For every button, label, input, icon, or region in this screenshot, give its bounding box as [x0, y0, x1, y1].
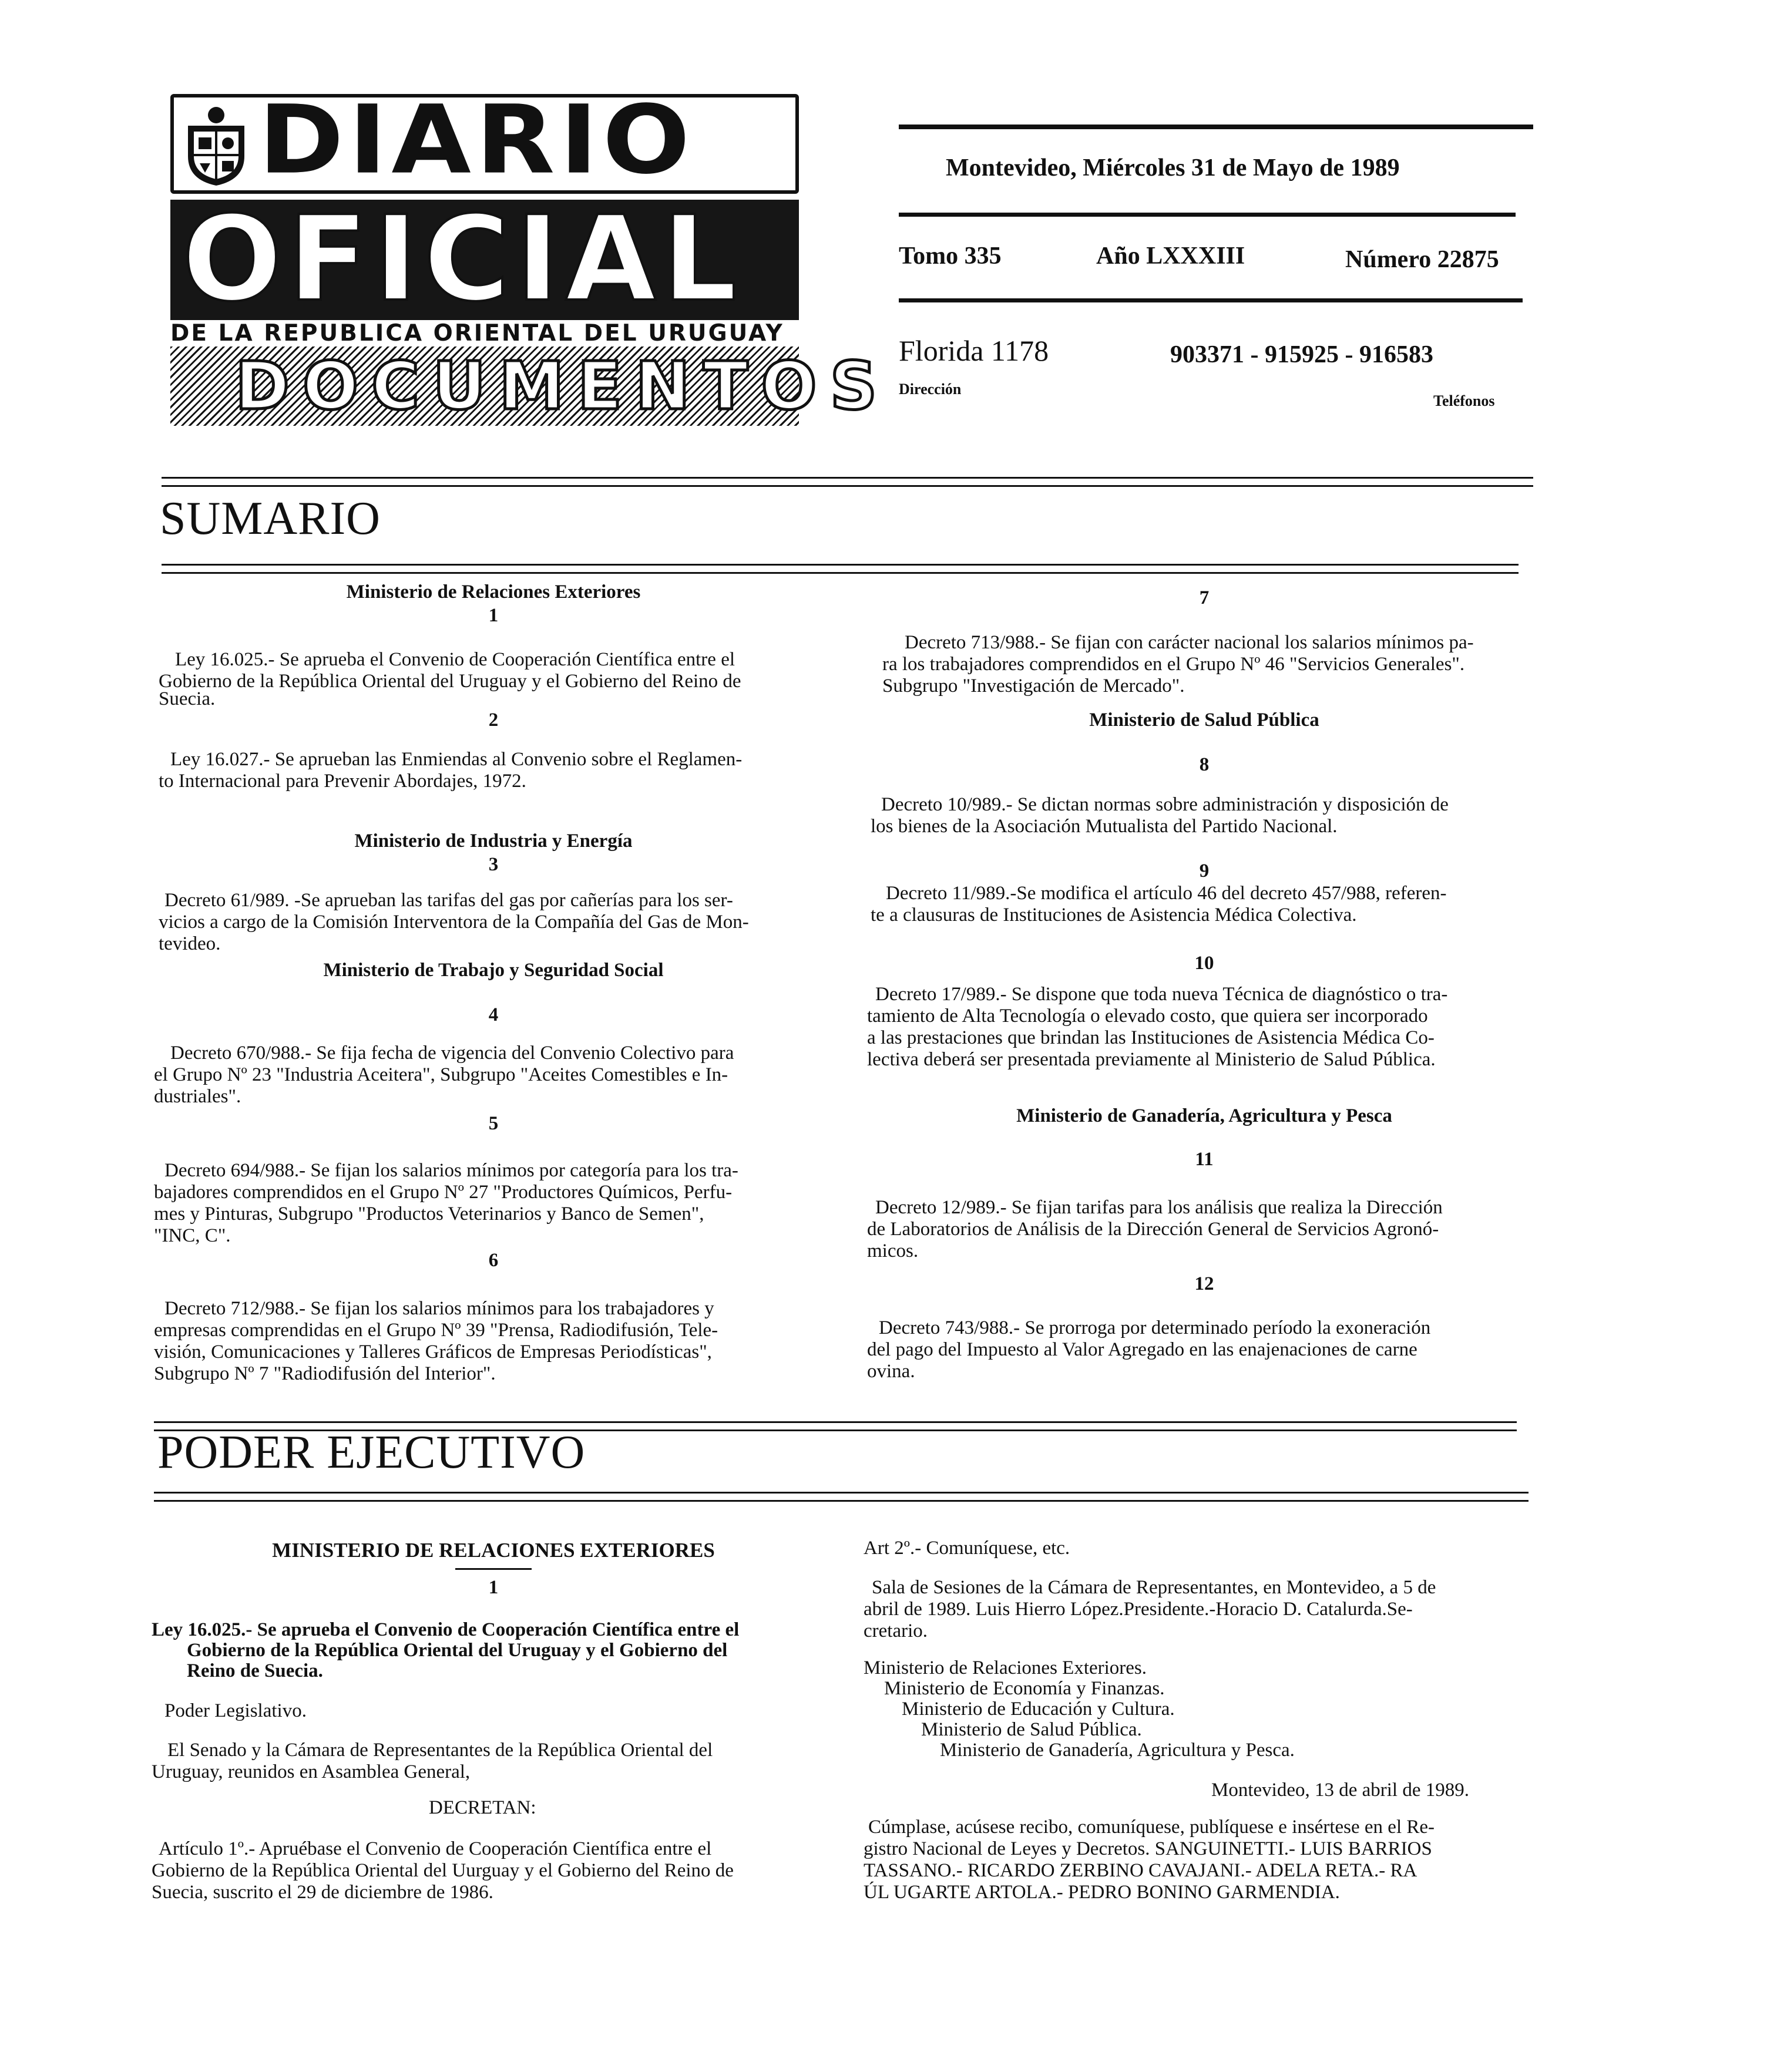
- ministry-signatory: Ministerio de Economía y Finanzas.: [884, 1678, 1165, 1699]
- sumario-item-text: Gobierno de la República Oriental del Uruguay y el Gobierno del Reino de: [159, 671, 741, 692]
- ministry-heading: MINISTERIO DE RELACIONES EXTERIORES: [272, 1539, 715, 1562]
- sumario-item-text: Decreto 694/988.- Se fijan los salarios mínimos por categoría para los tra-: [164, 1160, 738, 1181]
- sumario-item-text: lectiva deberá ser presentada previamente al Ministerio de Salud Pública.: [867, 1049, 1436, 1070]
- masthead-title-diario: DIARIO: [258, 85, 695, 196]
- sumario-item-text: "INC, C".: [154, 1225, 231, 1246]
- issue-number: Número 22875: [1345, 246, 1499, 273]
- sumario-item-text: tevideo.: [159, 933, 221, 954]
- rule: [162, 485, 1533, 487]
- ministry-signatory: Ministerio de Relaciones Exteriores.: [864, 1657, 1147, 1679]
- sumario-item-number: 7: [1199, 587, 1210, 608]
- office-phones: 903371 - 915925 - 916583: [1170, 341, 1433, 368]
- sumario-item-text: empresas comprendidas en el Grupo Nº 39 "Prensa, Radiodifusión, Tele-: [154, 1320, 718, 1341]
- rule: [162, 477, 1533, 479]
- body-text: Sala de Sesiones de la Cámara de Representantes, en Montevideo, a 5 de: [872, 1577, 1436, 1598]
- sumario-item-text: Ley 16.027.- Se aprueban las Enmiendas al Convenio sobre el Reglamen-: [170, 749, 743, 770]
- sumario-item-number: 2: [488, 709, 499, 731]
- header-rule-top: [899, 125, 1533, 129]
- sumario-item-text: Decreto 11/989.-Se modifica el artículo 46 del decreto 457/988, referen-: [886, 883, 1447, 904]
- sumario-item-text: de Laboratorios de Análisis de la Dirección General de Servicios Agronó-: [867, 1219, 1439, 1240]
- body-text: El Senado y la Cámara de Representantes de la República Oriental del: [167, 1740, 713, 1761]
- sumario-item-text: Decreto 712/988.- Se fijan los salarios mínimos para los trabajadores y: [164, 1298, 714, 1319]
- sumario-item-text: visión, Comunicaciones y Talleres Gráficos de Empresas Periodísticas",: [154, 1341, 712, 1363]
- sumario-item-text: Decreto 670/988.- Se fija fecha de vigencia del Convenio Colectivo para: [170, 1042, 734, 1064]
- sumario-item-text: Suecia.: [159, 688, 216, 709]
- masthead-logo: [170, 85, 891, 429]
- sumario-item-text: te a clausuras de Instituciones de Asistencia Médica Colectiva.: [871, 904, 1357, 926]
- sumario-item-text: micos.: [867, 1240, 919, 1262]
- sumario-item-text: bajadores comprendidos en el Grupo Nº 27 "Productores Químicos, Perfu-: [154, 1182, 733, 1203]
- law-title: Reino de Suecia.: [187, 1660, 323, 1681]
- poder-legislativo-label: Poder Legislativo.: [164, 1700, 307, 1721]
- sumario-item-text: el Grupo Nº 23 "Industria Aceitera", Subgrupo "Aceites Comestibles e In-: [154, 1064, 728, 1085]
- header-rule-bottom: [899, 298, 1523, 302]
- sumario-item-text: Decreto 743/988.- Se prorroga por determinado período la exoneración: [879, 1317, 1431, 1338]
- sumario-item-text: Decreto 12/989.- Se fijan tarifas para los análisis que realiza la Dirección: [875, 1197, 1443, 1218]
- sumario-ministry-heading: Ministerio de Ganadería, Agricultura y Pesca: [1016, 1105, 1392, 1126]
- body-text: Uruguay, reunidos en Asamblea General,: [152, 1761, 471, 1782]
- masthead-section-label: DOCUMENTOS: [235, 348, 891, 425]
- masthead-section-band: [170, 347, 891, 426]
- sumario-item-text: a las prestaciones que brindan las Instituciones de Asistencia Médica Co-: [867, 1027, 1435, 1048]
- body-text: cretario.: [864, 1620, 928, 1642]
- sumario-item-number: 9: [1199, 860, 1210, 882]
- poder-ejecutivo-title: PODER EJECUTIVO: [157, 1427, 586, 1478]
- rule: [154, 1500, 1529, 1502]
- ministry-signatory: Ministerio de Educación y Cultura.: [902, 1698, 1175, 1720]
- body-text: gistro Nacional de Leyes y Decretos. SANGUINETTI.- LUIS BARRIOS: [864, 1838, 1432, 1859]
- rule: [162, 564, 1519, 566]
- masthead-title-oficial: OFICIAL: [182, 191, 743, 328]
- office-phones-label: Teléfonos: [1433, 392, 1495, 409]
- sumario-item-text: dustriales".: [154, 1086, 241, 1107]
- sumario-item-number: 12: [1194, 1273, 1214, 1294]
- body-text: abril de 1989. Luis Hierro López.Presidente.-Horacio D. Catalurda.Se-: [864, 1599, 1413, 1620]
- body-text: TASSANO.- RICARDO ZERBINO CAVAJANI.- ADELA RETA.- RA: [864, 1860, 1417, 1881]
- article-text: Art 2º.- Comuníquese, etc.: [864, 1538, 1070, 1559]
- heading-underline: [455, 1568, 532, 1570]
- sumario-item-text: del pago del Impuesto al Valor Agregado en las enajenaciones de carne: [867, 1339, 1417, 1360]
- sumario-item-text: Decreto 713/988.- Se fijan con carácter nacional los salarios mínimos pa-: [905, 632, 1474, 653]
- ministry-signatory: Ministerio de Salud Pública.: [921, 1719, 1142, 1740]
- sumario-item-number: 4: [488, 1004, 499, 1025]
- rule: [154, 1492, 1529, 1494]
- sumario-item-text: Decreto 17/989.- Se dispone que toda nueva Técnica de diagnóstico o tra-: [875, 984, 1448, 1005]
- law-title: Ley 16.025.- Se aprueba el Convenio de Cooperación Científica entre el: [152, 1619, 740, 1640]
- body-text: ÚL UGARTE ARTOLA.- PEDRO BONINO GARMENDIA.: [864, 1882, 1340, 1903]
- law-title: Gobierno de la República Oriental del Uruguay y el Gobierno del: [187, 1640, 728, 1661]
- office-address: Florida 1178: [899, 334, 1049, 367]
- sumario-item-text: ovina.: [867, 1361, 915, 1382]
- sumario-item-number: 5: [488, 1113, 499, 1134]
- sumario-item-number: 10: [1194, 953, 1214, 974]
- sumario-item-number: 6: [488, 1250, 499, 1271]
- sumario-item-number: 11: [1195, 1149, 1214, 1170]
- issue-date: Montevideo, Miércoles 31 de Mayo de 1989: [946, 154, 1400, 181]
- issue-year: Año LXXXIII: [1096, 243, 1245, 270]
- header-rule-mid: [899, 213, 1516, 217]
- sumario-item-number: 3: [488, 854, 499, 875]
- sumario-ministry-heading: Ministerio de Industria y Energía: [354, 830, 633, 852]
- decretan-label: DECRETAN:: [429, 1797, 536, 1818]
- coat-of-arms-icon: [181, 105, 251, 187]
- document-number: 1: [488, 1577, 499, 1598]
- masthead-subtitle: DE LA REPUBLICA ORIENTAL DEL URUGUAY: [170, 320, 784, 347]
- sumario-item-text: Decreto 61/989. -Se aprueban las tarifas del gas por cañerías para los ser-: [164, 890, 733, 911]
- sumario-ministry-heading: Ministerio de Relaciones Exteriores: [346, 581, 641, 603]
- sumario-item-text: ra los trabajadores comprendidos en el Grupo Nº 46 "Servicios Generales".: [882, 654, 1465, 675]
- signing-date: Montevideo, 13 de abril de 1989.: [1211, 1780, 1469, 1801]
- sumario-item-text: vicios a cargo de la Comisión Interventora de la Compañía del Gas de Mon-: [159, 911, 749, 933]
- sumario-item-text: Ley 16.025.- Se aprueba el Convenio de Cooperación Científica entre el: [175, 649, 735, 670]
- sumario-item-text: mes y Pinturas, Subgrupo "Productos Veterinarios y Banco de Semen",: [154, 1203, 704, 1225]
- sumario-ministry-heading: Ministerio de Trabajo y Seguridad Social: [323, 960, 664, 981]
- sumario-title: SUMARIO: [160, 493, 381, 544]
- article-text: Gobierno de la República Oriental del Uurguay y el Gobierno del Reino de: [152, 1860, 734, 1881]
- sumario-ministry-heading: Ministerio de Salud Pública: [1089, 709, 1319, 731]
- sumario-item-number: 8: [1199, 754, 1210, 775]
- body-text: Cúmplase, acúsese recibo, comuníquese, publíquese e insértese en el Re-: [868, 1817, 1435, 1838]
- rule: [162, 572, 1519, 574]
- sumario-item-text: to Internacional para Prevenir Abordajes, 1972.: [159, 771, 526, 792]
- ministry-signatory: Ministerio de Ganadería, Agricultura y Pesca.: [940, 1740, 1295, 1761]
- sumario-item-text: Subgrupo "Investigación de Mercado".: [882, 675, 1185, 697]
- article-text: Suecia, suscrito el 29 de diciembre de 1986.: [152, 1882, 493, 1903]
- sumario-item-text: Subgrupo Nº 7 "Radiodifusión del Interior".: [154, 1363, 496, 1384]
- sumario-item-number: 1: [488, 605, 499, 626]
- sumario-item-text: Decreto 10/989.- Se dictan normas sobre administración y disposición de: [881, 794, 1449, 815]
- article-text: [159, 1838, 711, 1860]
- sumario-item-text: los bienes de la Asociación Mutualista del Partido Nacional.: [871, 816, 1338, 837]
- sumario-item-text: tamiento de Alta Tecnología o elevado costo, que quiera ser incorporado: [867, 1005, 1428, 1027]
- office-address-label: Dirección: [899, 381, 962, 398]
- article-text-part: Artículo 1º.- Apruébase el Convenio de Cooperación Científica entre el: [159, 1838, 712, 1859]
- rule: [154, 1421, 1517, 1423]
- issue-tomo: Tomo 335: [899, 243, 1002, 270]
